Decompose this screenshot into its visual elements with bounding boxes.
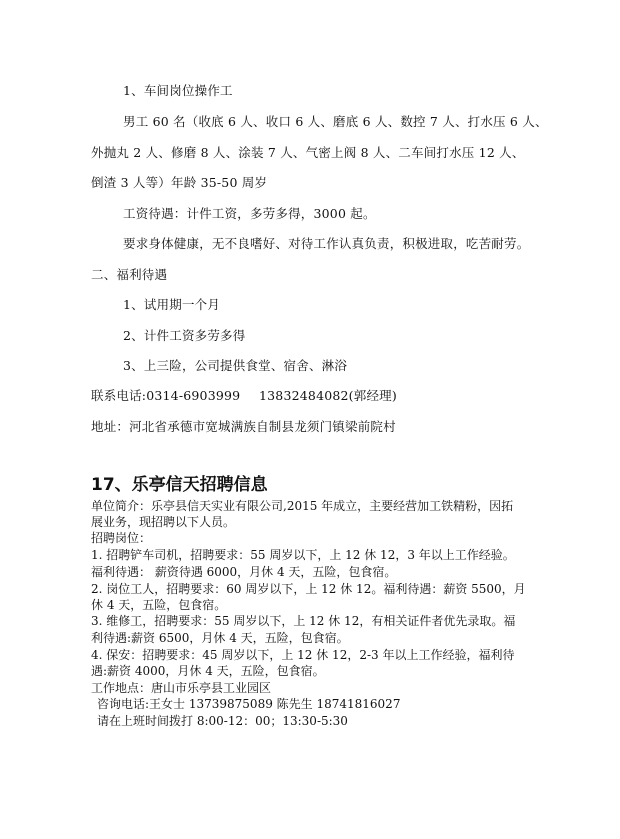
male-workers-line-3: 倒渣 3 人等）年龄 35-50 周岁 <box>91 175 268 190</box>
position-3-line-1: 3. 维修工，招聘要求：55 周岁以下，上 12 休 12，有相关证件者优先录取。福 <box>91 614 516 628</box>
salary-text: 工资待遇：计件工资，多劳多得，3000 起。 <box>123 206 376 221</box>
position-1-line-1: 1. 招聘铲车司机，招聘要求：55 周岁以下，上 12 休 12，3 年以上工作经验。 <box>91 548 515 562</box>
address-text: 地址：河北省承德市宽城满族自制县龙须门镇梁前院村 <box>91 419 396 434</box>
section-heading: 17、乐亭信天招聘信息 <box>91 475 268 495</box>
position-3-line-2: 利待遇:薪资 6500，月休 4 天，五险，包食宿。 <box>91 631 349 645</box>
benefit-item: 2、计件工资多劳多得 <box>123 328 246 343</box>
job-title: 1、车间岗位操作工 <box>123 83 233 98</box>
position-4-line-1: 4. 保安：招聘要求：45 周岁以下，上 12 休 12，2-3 年以上工作经验，福利待 <box>91 648 515 662</box>
male-workers-line-1: 男工 60 名（收底 6 人、收口 6 人、磨底 6 人、数控 7 人、打水压 6 人、 <box>123 114 548 129</box>
benefit-item: 1、试用期一个月 <box>123 297 221 312</box>
benefit-item: 3、上三险，公司提供食堂、宿舍、淋浴 <box>123 358 348 373</box>
contact-phone: 联系电话:0314-6903999 <box>91 388 241 403</box>
position-2-line-2: 休 4 天，五险，包食宿。 <box>91 598 227 612</box>
hotline-text: 咨询电话:王女士 13739875089 陈先生 18741816027 <box>97 697 401 711</box>
position-2-line-1: 2. 岗位工人，招聘要求：60 周岁以下，上 12 休 12。福利待遇：薪资 5500，月 <box>91 582 526 596</box>
benefits-heading: 二、福利待遇 <box>91 267 168 282</box>
call-hours-text: 请在上班时间拨打 8:00-12：00；13:30-5:30 <box>97 714 348 728</box>
requirement-text: 要求身体健康，无不良嗜好、对待工作认真负责，积极进取，吃苦耐劳。 <box>123 236 530 251</box>
intro-line-1: 单位简介：乐亭县信天实业有限公司,2015 年成立，主要经营加工铁精粉，因拓 <box>91 499 514 513</box>
positions-label: 招聘岗位： <box>91 531 152 545</box>
work-location: 工作地点：唐山市乐亭县工业园区 <box>91 681 272 695</box>
male-workers-line-2: 外抛丸 2 人、修磨 8 人、涂装 7 人、气密上阀 8 人、二车间打水压 12 人、 <box>91 145 525 160</box>
position-4-line-2: 遇:薪资 4000，月休 4 天，五险，包食宿。 <box>91 664 325 678</box>
intro-line-2: 展业务，现招聘以下人员。 <box>91 515 236 529</box>
contact-mobile: 13832484082(郭经理) <box>259 388 397 403</box>
position-1-line-2: 福利待遇： 薪资待遇 6000，月休 4 天，五险，包食宿。 <box>91 565 397 579</box>
